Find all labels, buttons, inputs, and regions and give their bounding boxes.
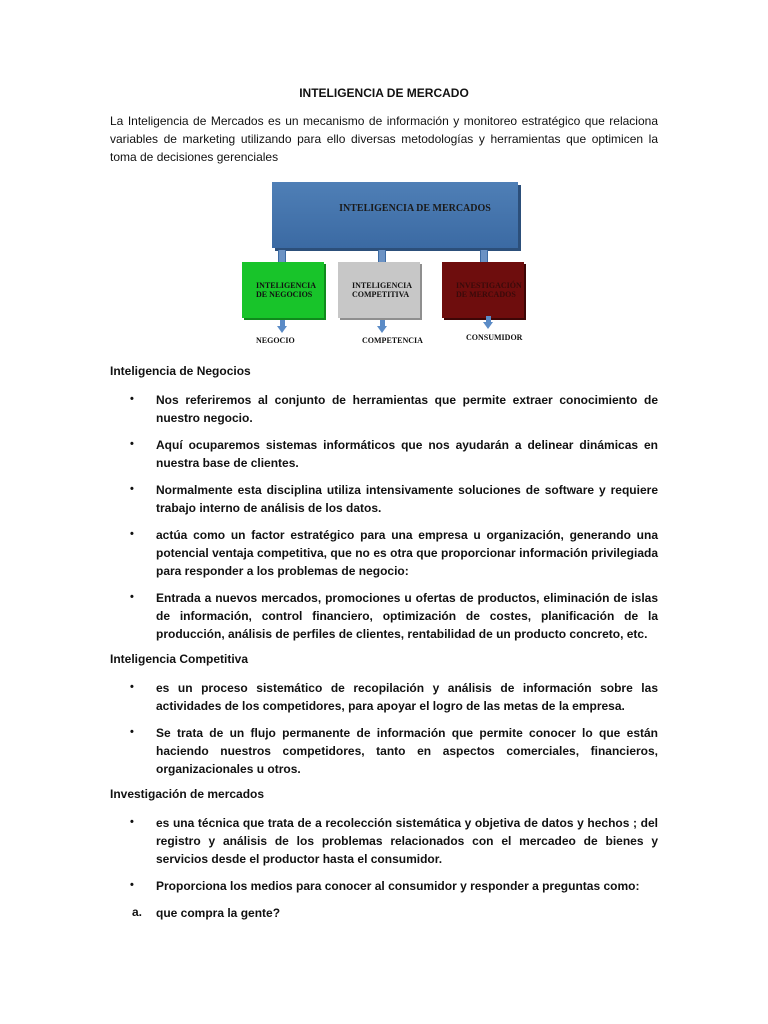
diagram-box-competitiva xyxy=(338,262,420,318)
list-item-text: que compra la gente? xyxy=(156,906,281,920)
diagram-box-negocios xyxy=(242,262,324,318)
connector-left xyxy=(278,250,286,262)
diagram-main-label: INTELIGENCIA DE MERCADOS xyxy=(339,202,491,214)
bullet-icon: • xyxy=(130,681,134,693)
bullet-text: actúa como un factor estratégico para una empresa u organización, generando una potencial ventaja competitiva, que no es otra que proporcionar información privilegiada para responder a los problemas de negocio: xyxy=(156,528,658,578)
bullet-icon: • xyxy=(130,816,134,828)
bullet-text: Nos referiremos al conjunto de herramientas que permite extraer conocimiento de nuestro negocio. xyxy=(156,393,658,425)
output-competencia: COMPETENCIA xyxy=(362,336,423,345)
bullet-icon: • xyxy=(130,483,134,495)
document-title: INTELIGENCIA DE MERCADO xyxy=(299,86,469,100)
connector-right xyxy=(480,250,488,262)
bullet-icon: • xyxy=(130,438,134,450)
output-negocio: NEGOCIO xyxy=(256,336,295,345)
bullet-text: es un proceso sistemático de recopilación y análisis de información sobre las actividades de los competidores, para apoyar el logro de las metas de la empresa. xyxy=(156,681,658,713)
market-intelligence-diagram xyxy=(236,176,536,348)
section-heading-competitiva: Inteligencia Competitiva xyxy=(110,652,249,666)
bullet-text: Normalmente esta disciplina utiliza intensivamente soluciones de software y requiere trabajo interno de análisis de los datos. xyxy=(156,483,658,515)
bullet-icon: • xyxy=(130,726,134,738)
diagram-box-competitiva-label: INTELIGENCIA COMPETITIVA xyxy=(352,281,412,299)
down-arrow-icon xyxy=(277,326,287,333)
bullet-text: Se trata de un flujo permanente de información que permite conocer lo que están haciendo nuestros competidores, tanto en aspectos comerciales, financieros, organizacionales u otros. xyxy=(156,726,658,776)
bullet-icon: • xyxy=(130,528,134,540)
intro-paragraph: La Inteligencia de Mercados es un mecanismo de información y monitoreo estratégico que relaciona variables de marketing utilizando para ello diversas metodologías y herramientas que optimicen la toma de decisiones gerenciales xyxy=(110,114,658,164)
down-arrow-icon xyxy=(483,322,493,329)
bullet-text: Entrada a nuevos mercados, promociones u ofertas de productos, eliminación de islas de información, control financiero, optimización de costes, planificación de la producción, análisis de perfiles de clientes, rentabilidad de un producto concreto, etc. xyxy=(156,591,658,641)
diagram-box-negocios-label: INTELIGENCIA DE NEGOCIOS xyxy=(256,281,316,299)
bullet-icon: • xyxy=(130,591,134,603)
diagram-main-box xyxy=(272,182,518,248)
section-heading-investigacion: Investigación de mercados xyxy=(110,787,265,801)
diagram-box-investigacion xyxy=(442,262,524,318)
down-arrow-icon xyxy=(377,326,387,333)
bullet-icon: • xyxy=(130,393,134,405)
bullet-text: es una técnica que trata de a recolección sistemática y objetiva de datos y hechos ; del registro y análisis de los problemas relacionados con el mercadeo de bienes y servicios desde el productor hasta el consumidor. xyxy=(156,816,658,866)
bullet-text: Aquí ocuparemos sistemas informáticos que nos ayudarán a delinear dinámicas en nuestra base de clientes. xyxy=(156,438,658,470)
output-consumidor: CONSUMIDOR xyxy=(466,333,523,342)
connector-middle xyxy=(378,250,386,262)
bullet-icon: • xyxy=(130,879,134,891)
bullet-text: Proporciona los medios para conocer al consumidor y responder a preguntas como: xyxy=(156,879,640,893)
diagram-box-investigacion-label: INVESTIGACIÓN DE MERCADOS xyxy=(456,281,522,299)
section-heading-negocios: Inteligencia de Negocios xyxy=(110,364,251,378)
list-marker: a. xyxy=(132,905,143,919)
